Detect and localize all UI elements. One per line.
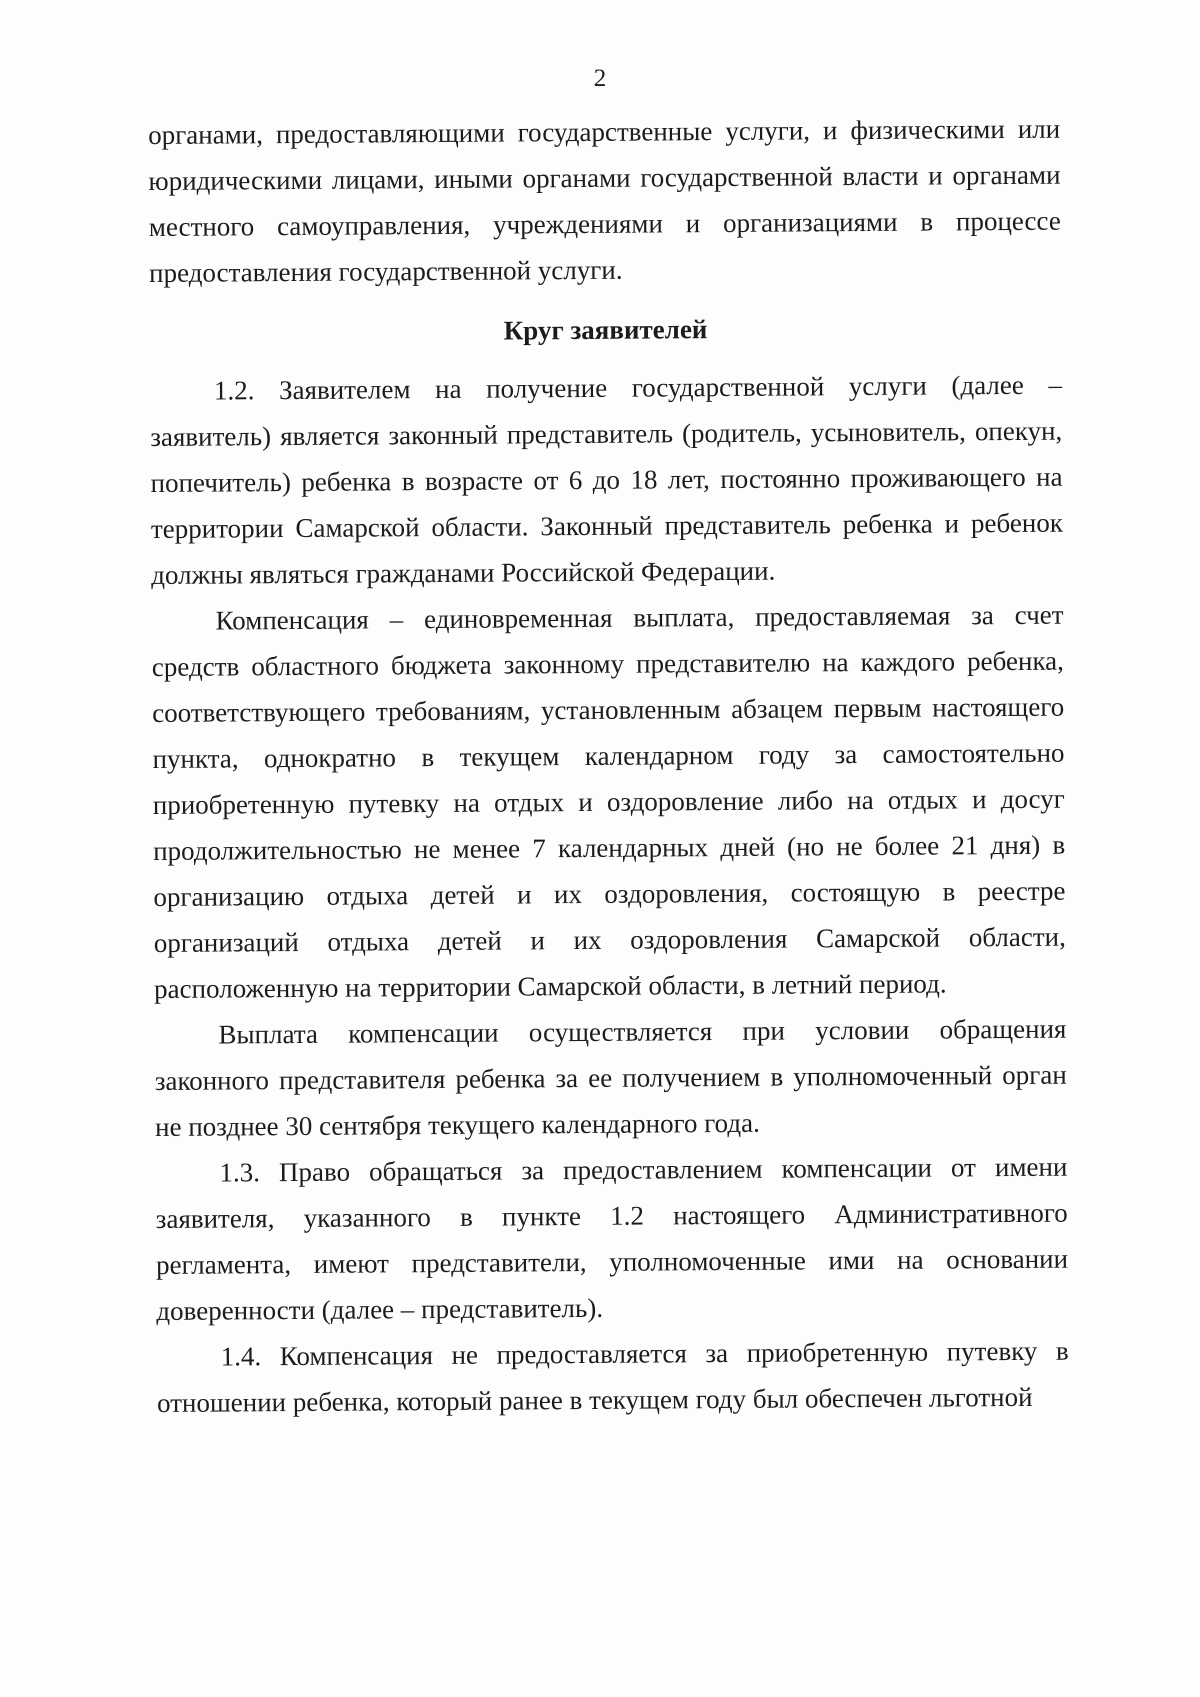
paragraph-payment-condition: Выплата компенсации осуществляется при условии обращения законного представителя ребенка за ее получением в уполномоченный орган не позднее 30 сентября текущего календарного года. (154, 1013, 1067, 1142)
page-number: 2 (593, 65, 607, 92)
paragraph-continuation: органами, предоставляющими государственные услуги, и физическими или юридическими лицами, иными органами государственной власти и органами местного самоуправления, учреждениями и организациями в процессе предоставления государственной услуги. (148, 113, 1061, 288)
section-heading: Круг заявителей (503, 314, 708, 346)
paragraph-1-4: 1.4. Компенсация не предоставляется за приобретенную путевку в отношении ребенка, который ранее в текущем году был обеспечен льготной (156, 1335, 1069, 1418)
paragraph-1-3: 1.3. Право обращаться за предоставлением компенсации от имени заявителя, указанного в пункте 1.2 настоящего Административного регламента, имеют представители, уполномоченные ими на основании доверенности (далее – представитель). (155, 1151, 1069, 1326)
document-body (148, 106, 1069, 1426)
paragraph-1-2: 1.2. Заявителем на получение государственной услуги (далее – заявитель) является законный представитель (родитель, усыновитель, опекун, попечитель) ребенка в возрасте от 6 до 18 лет, постоянно проживающего на территории Самарской области. Законный представитель ребенка и ребенок должны являться гражданами Российской Федерации. (150, 369, 1063, 590)
paragraph-compensation-definition: Компенсация – единовременная выплата, предоставляемая за счет средств областного бюджета законному представителю на каждого ребенка, соответствующего требованиям, установленным абзацем первым настоящего пункта, однократно в текущем календарном году за самостоятельно приобретенную путевку на отдых и оздоровление либо на отдых и досуг продолжительностью не менее 7 календарных дней (но не более 21 дня) в организацию отдыха детей и их оздоровления, состоящую в реестре организаций отдыха детей и их оздоровления Самарской области, расположенную на территории Самарской области, в летний период. (151, 599, 1066, 1004)
